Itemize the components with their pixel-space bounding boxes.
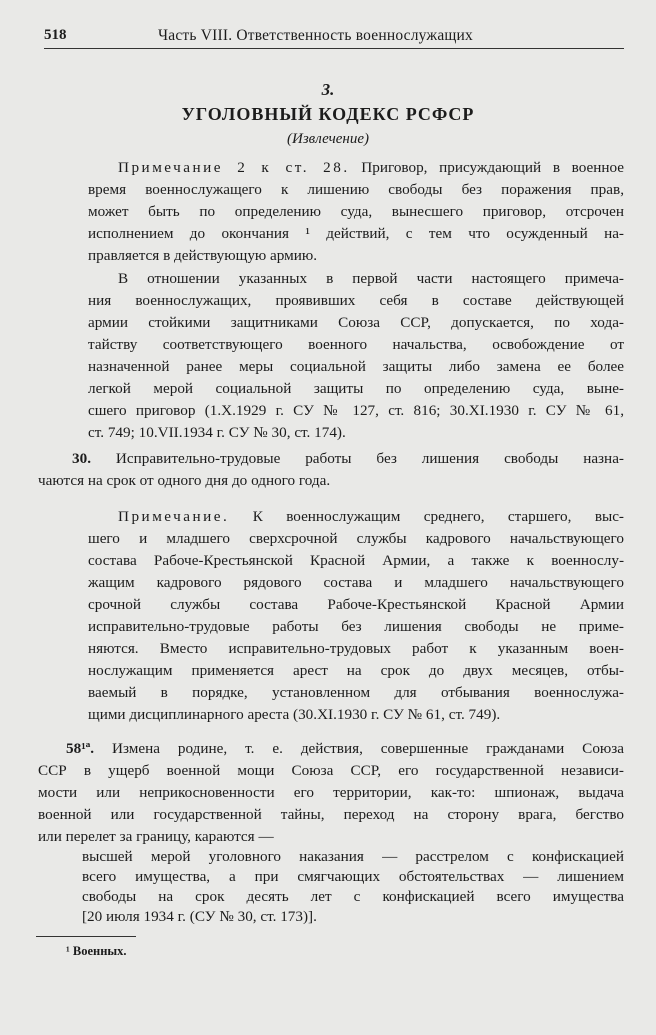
article-30-note-label: Примечание. xyxy=(118,508,230,525)
article-30-note-line: исправительно-трудовые работы без лишения свободы не приме- xyxy=(88,618,624,635)
article-58-1a-line: ССР в ущерб военной мощи Союза ССР, его государственной независи- xyxy=(38,762,624,779)
article-30-note-line xyxy=(118,506,624,528)
article-58-1a-line: или перелет за границу, караются — xyxy=(38,828,274,845)
note-28-line: ния военнослужащих, проявивших себя в составе действующей xyxy=(88,292,624,309)
page-number: 518 xyxy=(44,27,67,43)
article-58-1a-penalty-line: [20 июля 1934 г. (СУ № 30, ст. 173)]. xyxy=(82,908,317,925)
note-28-line: время военнослужащего к лишению свободы без поражения прав, xyxy=(88,181,624,198)
footnote: ¹ Военных. xyxy=(66,944,127,958)
article-30-note-line: няются. Вместо исправительно-трудовых работ к указанным воен- xyxy=(88,640,624,657)
note-28-line: армии стойкими защитниками Союза ССР, допускается, по хода- xyxy=(88,314,624,331)
article-30-note-line: щими дисциплинарного ареста (30.XI.1930 г. СУ № 61, ст. 749). xyxy=(88,706,501,723)
running-header xyxy=(44,24,624,49)
article-30-note-line: срочной службы состава Рабоче-Крестьянской Красной Армии xyxy=(88,596,624,613)
article-58-1a-line xyxy=(66,738,624,760)
note-28-line: В отношении указанных в первой части настоящего примеча- xyxy=(118,270,624,287)
note-28-line: сшего приговор (1.X.1929 г. СУ № 127, ст. 816; 30.XI.1930 г. СУ № 61, xyxy=(88,402,624,419)
article-30-number: 30. xyxy=(72,450,91,467)
note-28-line xyxy=(118,157,624,179)
article-30-note-line: нослужащим применяется арест на срок до двух месяцев, отбы- xyxy=(88,662,624,679)
section-number: 3. xyxy=(321,80,335,99)
note-28-line: ст. 749; 10.VII.1934 г. СУ № 30, ст. 174). xyxy=(88,424,346,441)
document-title: УГОЛОВНЫЙ КОДЕКС РСФСР xyxy=(181,104,475,124)
article-58-1a-first-text: Измена родине, т. е. действия, совершенные гражданами Союза xyxy=(112,740,624,757)
article-30-line xyxy=(72,448,624,470)
article-58-1a-penalty-line: свободы на срок десять лет с конфискацией всего имущества xyxy=(82,888,624,905)
article-30-note-first-text: К военнослужащим среднего, старшего, выс- xyxy=(252,508,624,525)
article-30-note-line: жащим кадрового рядового состава и младшего начальствующего xyxy=(88,574,624,591)
article-58-1a-number: 58¹ª. xyxy=(66,740,95,757)
document-subtitle: (Извлечение) xyxy=(287,131,369,147)
article-30-note-line: состава Рабоче-Крестьянской Красной Армии, а также к военнослу- xyxy=(88,552,624,569)
note-28-first-text: Приговор, присуждающий в военное xyxy=(361,159,625,176)
article-30-note-line: шего и младшего сверхсрочной службы кадрового начальствующего xyxy=(88,530,624,547)
note-28-label: Примечание 2 к ст. 28. xyxy=(118,159,350,176)
note-28-line: назначенной ранее меры социальной защиты либо замена ее более xyxy=(88,358,624,375)
running-title: Часть VIII. Ответственность военнослужащих xyxy=(158,27,473,44)
article-30-line: чаются на срок от одного дня до одного года. xyxy=(38,472,331,489)
article-30-first-text: Исправительно-трудовые работы без лишения свободы назна- xyxy=(115,450,624,467)
footnote-rule xyxy=(36,936,136,937)
note-28-line: легкой мерой социальной защиты по определению суда, выне- xyxy=(88,380,624,397)
article-58-1a-penalty-line: всего имущества, а при смягчающих обстоятельствах — лишением xyxy=(82,868,624,885)
article-58-1a-line: военной или государственной тайны, переход на сторону врага, бегство xyxy=(38,806,624,823)
note-28-line: может быть по определению суда, вынесшего приговор, отсрочен xyxy=(88,203,624,220)
note-28-line: тайству соответствующего военного начальства, освобождение от xyxy=(88,336,624,353)
article-58-1a-line: мости или неприкосновенности его территории, как-то: шпионаж, выдача xyxy=(38,784,624,801)
note-28-line: исполнением до окончания ¹ действий, с тем что осужденный на- xyxy=(88,225,624,242)
note-28-line: правляется в действующую армию. xyxy=(88,247,318,264)
article-30-note-line: ваемый в порядке, установленном для отбывания военнослужа- xyxy=(88,684,624,701)
article-58-1a-penalty-line: высшей мерой уголовного наказания — расстрелом с конфискацией xyxy=(82,848,624,865)
